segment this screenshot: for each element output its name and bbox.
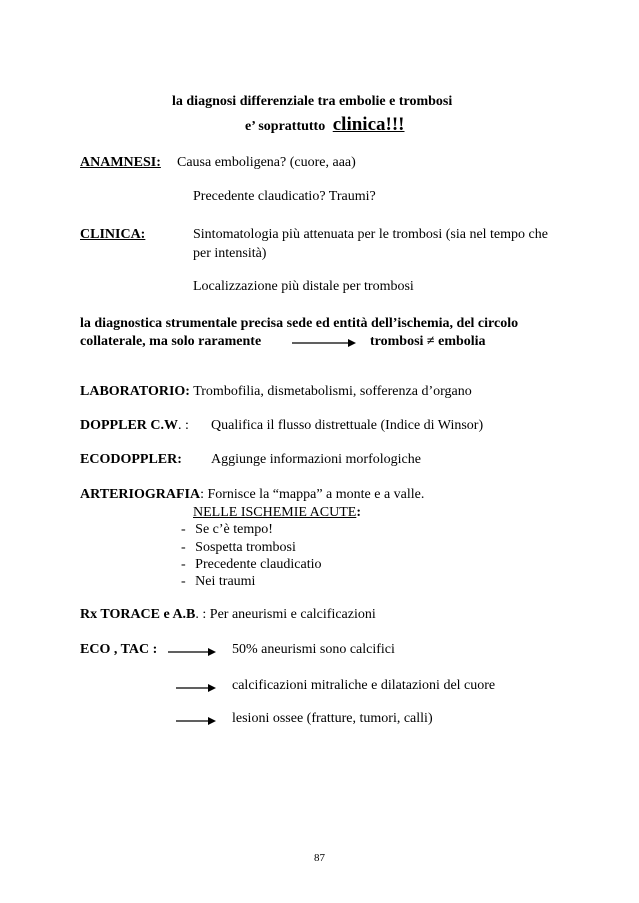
list-bullet: - [181, 540, 186, 555]
anamnesi-line-1: Causa emboligena? (cuore, aaa) [177, 155, 356, 170]
clinica-line-3: Localizzazione più distale per trombosi [193, 279, 414, 294]
anamnesi-label: ANAMNESI: [80, 155, 161, 170]
anamnesi-line-2: Precedente claudicatio? Traumi? [193, 189, 376, 204]
doppler-row [80, 418, 189, 434]
list-item-text: Nei traumi [195, 574, 256, 589]
result-embolia: embolia [438, 334, 486, 349]
eco-tac-arrow-3 [176, 715, 216, 727]
clinica-label: CLINICA: [80, 227, 146, 242]
laboratorio-label: LABORATORIO: [80, 384, 190, 399]
rx-row [80, 607, 376, 623]
doppler-label: DOPPLER C.W [80, 418, 178, 433]
title-line-2 [245, 114, 405, 136]
laboratorio-text: Trombofilia, dismetabolismi, sofferenza d’organo [193, 384, 472, 399]
list-item [181, 557, 322, 573]
eco-tac-item: lesioni ossee (fratture, tumori, calli) [232, 711, 433, 726]
result-trombosi: trombosi [370, 334, 424, 349]
arteriografia-text: : Fornisce la “mappa” a monte e a valle. [200, 487, 425, 502]
list-bullet: - [181, 557, 186, 572]
list-item-text: Precedente claudicatio [195, 557, 322, 572]
ischemie-acute-text: NELLE ISCHEMIE ACUTE [193, 505, 357, 520]
arteriografia-label: ARTERIOGRAFIA [80, 487, 201, 502]
list-item [181, 574, 255, 590]
rx-text: . : Per aneurismi e calcificazioni [195, 607, 376, 622]
eco-tac-arrow-1 [168, 646, 216, 658]
not-equal-symbol: ≠ [426, 334, 435, 349]
clinica-line-2: per intensità) [193, 246, 267, 261]
doppler-text: Qualifica il flusso distrettuale (Indice di Winsor) [211, 418, 484, 433]
clinica-line-1: Sintomatologia più attenuata per le trombosi (sia nel tempo che [193, 227, 548, 242]
title-prefix: e’ soprattutto [245, 119, 326, 134]
doppler-sep: . : [178, 418, 189, 433]
strumentale-line-1: la diagnostica strumentale precisa sede ed entità dell’ischemia, del circolo [80, 316, 519, 331]
list-item [181, 522, 273, 538]
rx-label: Rx TORACE e A.B [80, 607, 196, 622]
list-bullet: - [181, 522, 186, 537]
laboratorio-row [80, 384, 472, 400]
eco-tac-item: calcificazioni mitraliche e dilatazioni del cuore [232, 678, 496, 693]
eco-tac-label: ECO , TAC : [80, 642, 158, 657]
eco-tac-arrow-2 [176, 682, 216, 694]
list-item-text: Sospetta trombosi [195, 540, 296, 555]
list-item [181, 540, 296, 556]
eco-tac-item: 50% aneurismi sono calcifici [232, 642, 395, 657]
ecodoppler-text: Aggiunge informazioni morfologiche [211, 452, 421, 467]
title-emphasis: clinica!!! [332, 114, 405, 135]
strumentale-arrow [292, 337, 356, 349]
ischemie-acute-colon: : [356, 505, 361, 520]
list-item-text: Se c’è tempo! [195, 522, 273, 537]
strumentale-line-2: collaterale, ma solo raramente [80, 334, 262, 349]
list-bullet: - [181, 574, 186, 589]
ecodoppler-label: ECODOPPLER: [80, 452, 182, 467]
page-number: 87 [314, 852, 325, 864]
ischemie-acute-heading [193, 505, 361, 521]
arteriografia-row [80, 487, 424, 503]
title-line-1: la diagnosi differenziale tra embolie e trombosi [172, 94, 453, 109]
strumentale-result [370, 334, 486, 350]
